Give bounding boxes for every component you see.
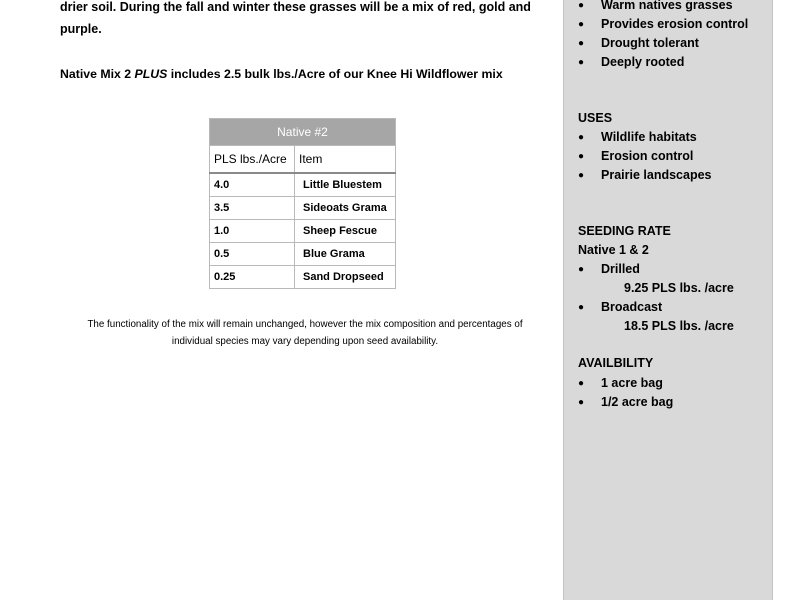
table-cell-item: Blue Grama — [295, 243, 396, 266]
table-cell-value: 3.5 — [210, 197, 295, 220]
bullet-icon: ● — [578, 151, 585, 162]
use-label: Prairie landscapes — [601, 168, 712, 182]
list-item — [564, 34, 772, 53]
bullet-icon: ● — [578, 378, 585, 389]
table-cell-item: Little Bluestem — [295, 173, 396, 197]
broadcast-item — [564, 298, 772, 317]
list-item — [564, 15, 772, 34]
table-header-pls: PLS lbs./Acre — [210, 146, 295, 174]
bullet-icon: ● — [578, 397, 585, 408]
bullet-icon: ● — [578, 170, 585, 181]
list-item — [564, 147, 772, 166]
list-item — [564, 260, 772, 279]
use-label: Erosion control — [601, 149, 694, 163]
features-list — [564, 0, 772, 72]
disclaimer-line-2: individual species may vary depending upon seed availability. — [171, 336, 439, 347]
feature-label: Drought tolerant — [601, 36, 699, 50]
list-item — [564, 298, 772, 317]
bullet-icon: ● — [578, 264, 585, 275]
seed-mix-table — [209, 118, 396, 289]
disclaimer-line-1: The functionality of the mix will remain unchanged, however the mix composition and percentages of — [87, 319, 523, 330]
table-row — [210, 220, 396, 243]
bullet-icon: ● — [578, 57, 585, 68]
table-row — [210, 173, 396, 197]
table-cell-value: 0.25 — [210, 266, 295, 289]
table-cell-item: Sheep Fescue — [295, 220, 396, 243]
list-item — [564, 53, 772, 72]
availability-heading: AVAILBILITY — [578, 356, 654, 370]
availability-label: 1 acre bag — [601, 376, 663, 390]
sidebar-panel — [563, 0, 773, 600]
list-item — [564, 393, 772, 412]
availability-label: 1/2 acre bag — [601, 395, 674, 409]
table-row — [210, 243, 396, 266]
uses-heading: USES — [578, 111, 613, 125]
intro-line-2: purple. — [60, 22, 102, 36]
feature-label: Deeply rooted — [601, 55, 685, 69]
bullet-icon: ● — [578, 132, 585, 143]
table-title: Native #2 — [210, 119, 396, 146]
seeding-rate-subheading: Native 1 & 2 — [578, 243, 649, 257]
mix-note-suffix: includes 2.5 bulk lbs./Acre of our Knee Hi Wildflower mix — [167, 67, 503, 81]
feature-label: Warm natives grasses — [601, 0, 733, 12]
mix-note — [60, 67, 550, 81]
list-item — [564, 166, 772, 185]
list-item — [564, 374, 772, 393]
use-label: Wildlife habitats — [601, 130, 697, 144]
drilled-rate: 9.25 PLS lbs. /acre — [624, 281, 734, 295]
bullet-icon: ● — [578, 302, 585, 313]
drilled-item — [564, 260, 772, 279]
bullet-icon: ● — [578, 38, 585, 49]
broadcast-rate: 18.5 PLS lbs. /acre — [624, 319, 734, 333]
mix-note-prefix: Native Mix 2 — [60, 67, 135, 81]
seeding-rate-heading: SEEDING RATE — [578, 224, 671, 238]
table-row — [210, 197, 396, 220]
table-cell-item: Sand Dropseed — [295, 266, 396, 289]
table-cell-value: 0.5 — [210, 243, 295, 266]
availability-list — [564, 374, 772, 412]
table-cell-item: Sideoats Grama — [295, 197, 396, 220]
availability-disclaimer — [60, 316, 550, 350]
broadcast-label: Broadcast — [601, 300, 663, 314]
table-cell-value: 4.0 — [210, 173, 295, 197]
table-cell-value: 1.0 — [210, 220, 295, 243]
feature-label: Provides erosion control — [601, 17, 749, 31]
uses-list — [564, 128, 772, 185]
mix-note-emphasis: PLUS — [134, 67, 168, 81]
table-row — [210, 266, 396, 289]
list-item — [564, 128, 772, 147]
bullet-icon: ● — [578, 19, 585, 30]
list-item — [564, 0, 772, 15]
table-header-item: Item — [295, 146, 396, 174]
intro-paragraph — [60, 0, 540, 40]
bullet-icon: ● — [578, 0, 585, 11]
intro-line-1: drier soil. During the fall and winter these grasses will be a mix of red, gold and — [60, 0, 531, 14]
drilled-label: Drilled — [601, 262, 640, 276]
